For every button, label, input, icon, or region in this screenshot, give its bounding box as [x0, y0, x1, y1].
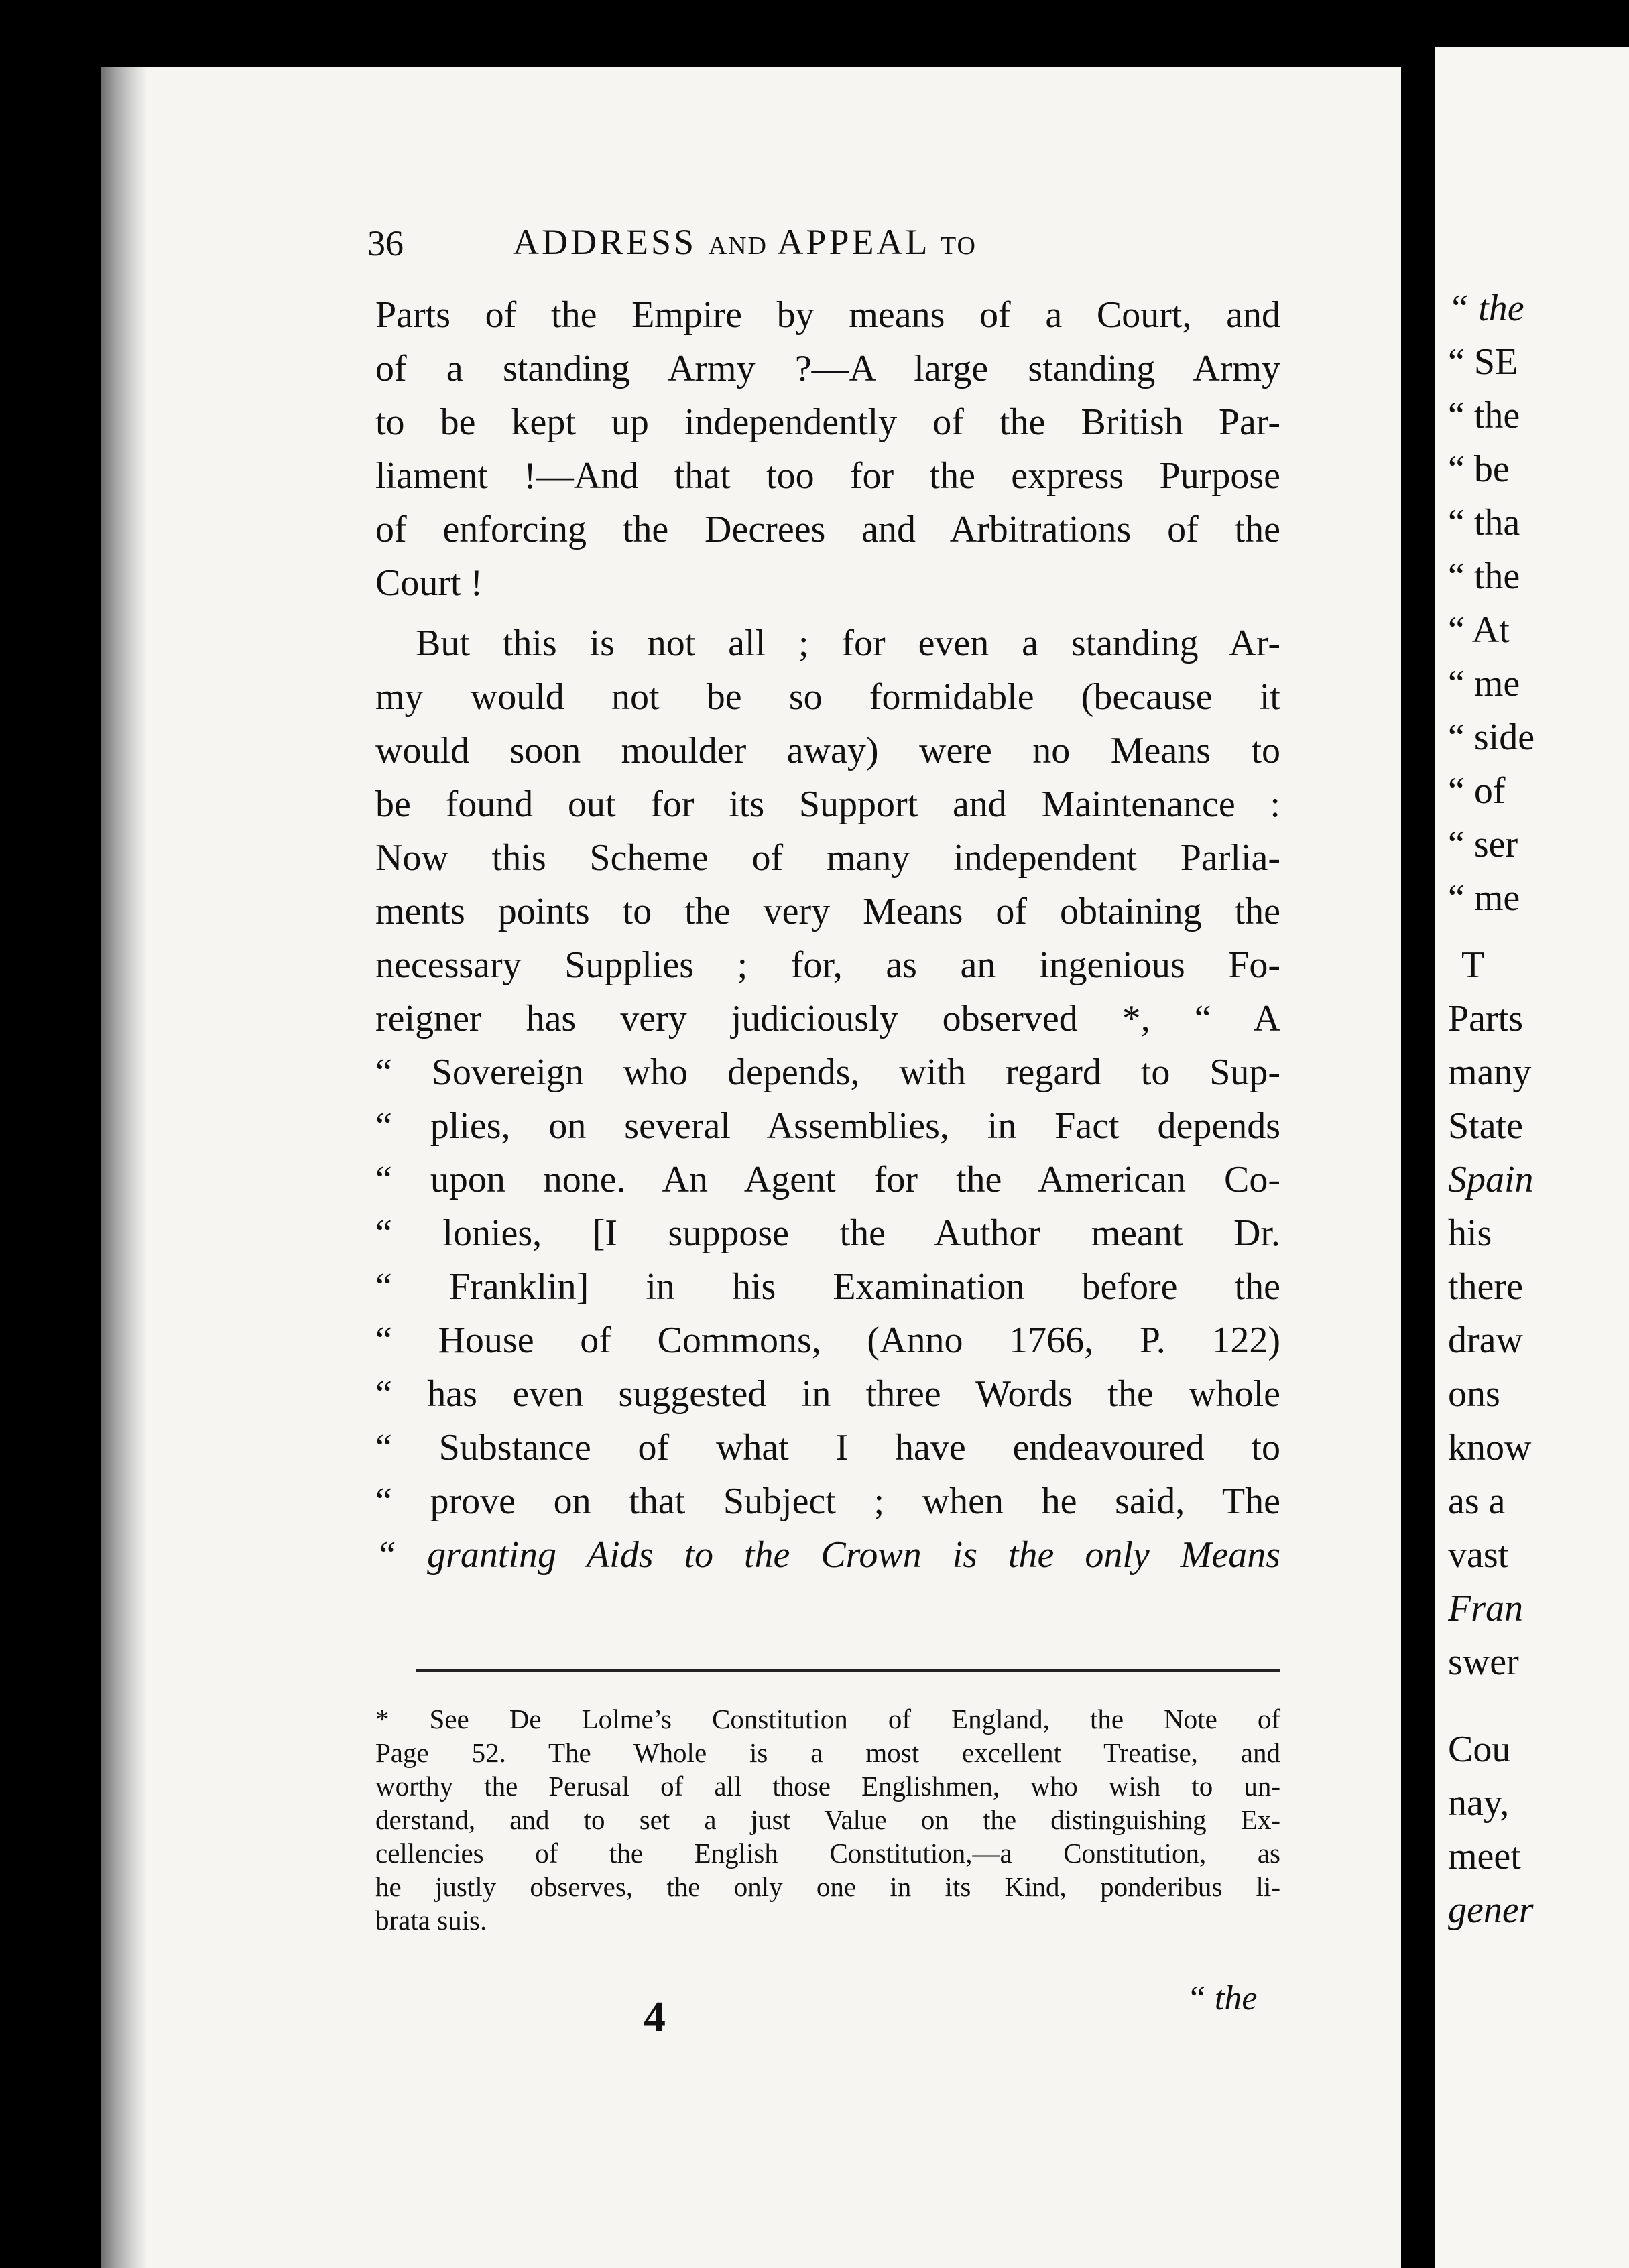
text-line: Court ! — [375, 562, 483, 604]
right-text-line: “ At — [1448, 609, 1510, 651]
text-line: But this is not all ; for even a standing Ar- — [416, 623, 1280, 664]
right-text-line: “ the — [1448, 556, 1520, 597]
right-text-line: “ be — [1448, 448, 1510, 490]
right-text-line: ons — [1448, 1373, 1500, 1415]
right-text-line: “ me — [1448, 663, 1520, 704]
text-line: “ upon none. An Agent for the American Co- — [375, 1159, 1280, 1200]
right-text-line: “ of — [1448, 770, 1506, 812]
text-line: “ has even suggested in three Words the whole — [375, 1373, 1280, 1415]
footnote-line: worthy the Perusal of all those Englishmen, who wish to un- — [375, 1771, 1280, 1802]
right-text-line: nay, — [1448, 1782, 1510, 1824]
text-line: of a standing Army ?—A large standing Army — [375, 348, 1280, 389]
right-text-line: “ ser — [1448, 824, 1518, 865]
text-line: “ House of Commons, (Anno 1766, P. 122) — [375, 1320, 1280, 1361]
text-line: my would not be so formidable (because it — [375, 676, 1280, 718]
text-line: “ plies, on several Assemblies, in Fact depends — [375, 1105, 1280, 1147]
right-text-line: vast — [1448, 1534, 1509, 1576]
text-line: necessary Supplies ; for, as an ingenious Fo- — [375, 944, 1280, 986]
running-head — [513, 221, 977, 263]
right-text-line: State — [1448, 1105, 1523, 1147]
footnote-line: Page 52. The Whole is a most excellent Treatise, and — [375, 1737, 1280, 1768]
page-gutter-shadow — [101, 67, 147, 2268]
text-line: Now this Scheme of many independent Parlia- — [375, 837, 1280, 879]
running-head-word: APPEAL — [777, 222, 929, 262]
right-text-line: Fran — [1448, 1588, 1523, 1629]
right-text-line: “ me — [1448, 877, 1520, 919]
text-line: of enforcing the Decrees and Arbitrations of the — [375, 509, 1280, 550]
right-text-line: swer — [1448, 1641, 1519, 1683]
right-text-line: know — [1448, 1427, 1532, 1468]
footnote-line: brata suis. — [375, 1905, 487, 1936]
signature-mark: 4 — [644, 1993, 666, 2041]
right-text-line: “ the — [1448, 395, 1520, 436]
text-line: “ Franklin] in his Examination before the — [375, 1266, 1280, 1308]
footnote-line: * See De Lolme’s Constitution of England, the Note of — [375, 1704, 1280, 1735]
right-text-line: draw — [1448, 1320, 1523, 1361]
text-line: ments points to the very Means of obtaining the — [375, 891, 1280, 932]
right-text-line: T — [1461, 944, 1485, 986]
text-line: “ granting Aids to the Crown is the only Means — [375, 1534, 1280, 1576]
right-text-line: his — [1448, 1212, 1492, 1254]
running-head-word: TO — [940, 232, 977, 260]
footnote-line: he justly observes, the only one in its Kind, ponderibus li- — [375, 1871, 1280, 1902]
footnote-line: derstand, and to set a just Value on the distinguishing Ex- — [375, 1804, 1280, 1835]
text-line: “ prove on that Subject ; when he said, The — [375, 1480, 1280, 1522]
right-text-line: Spain — [1448, 1159, 1534, 1200]
text-line: “ Substance of what I have endeavoured to — [375, 1427, 1280, 1468]
running-head-word: ADDRESS — [513, 222, 697, 262]
text-line: to be kept up independently of the British Par- — [375, 401, 1280, 443]
right-text-line: “ side — [1448, 716, 1535, 758]
text-line: reigner has very judiciously observed *, “ A — [375, 998, 1280, 1040]
text-line: liament !—And that too for the express Purpose — [375, 455, 1280, 497]
catchword: “ the — [1187, 1979, 1258, 2017]
page-number: 36 — [367, 223, 404, 263]
text-line: “ lonies, [I suppose the Author meant Dr. — [375, 1212, 1280, 1254]
text-line: Parts of the Empire by means of a Court, and — [375, 294, 1280, 336]
footnote-rule — [416, 1669, 1280, 1672]
right-text-line: there — [1448, 1266, 1523, 1308]
right-text-line: “ SE — [1448, 341, 1518, 383]
text-line: be found out for its Support and Maintenance : — [375, 783, 1280, 825]
text-line: “ Sovereign who depends, with regard to Sup- — [375, 1052, 1280, 1093]
right-text-line: as a — [1448, 1480, 1506, 1522]
running-head-word: AND — [708, 232, 768, 260]
footnote-line: cellencies of the English Constitution,—a Constitution, as — [375, 1838, 1280, 1869]
right-text-line: gener — [1448, 1889, 1534, 1931]
text-line: would soon moulder away) were no Means to — [375, 730, 1280, 771]
right-text-line: “ the — [1448, 288, 1524, 329]
right-text-line: Parts — [1448, 998, 1523, 1040]
right-text-line: Cou — [1448, 1728, 1511, 1770]
right-text-line: “ tha — [1448, 502, 1520, 544]
right-text-line: meet — [1448, 1836, 1521, 1877]
right-text-line: many — [1448, 1052, 1532, 1093]
